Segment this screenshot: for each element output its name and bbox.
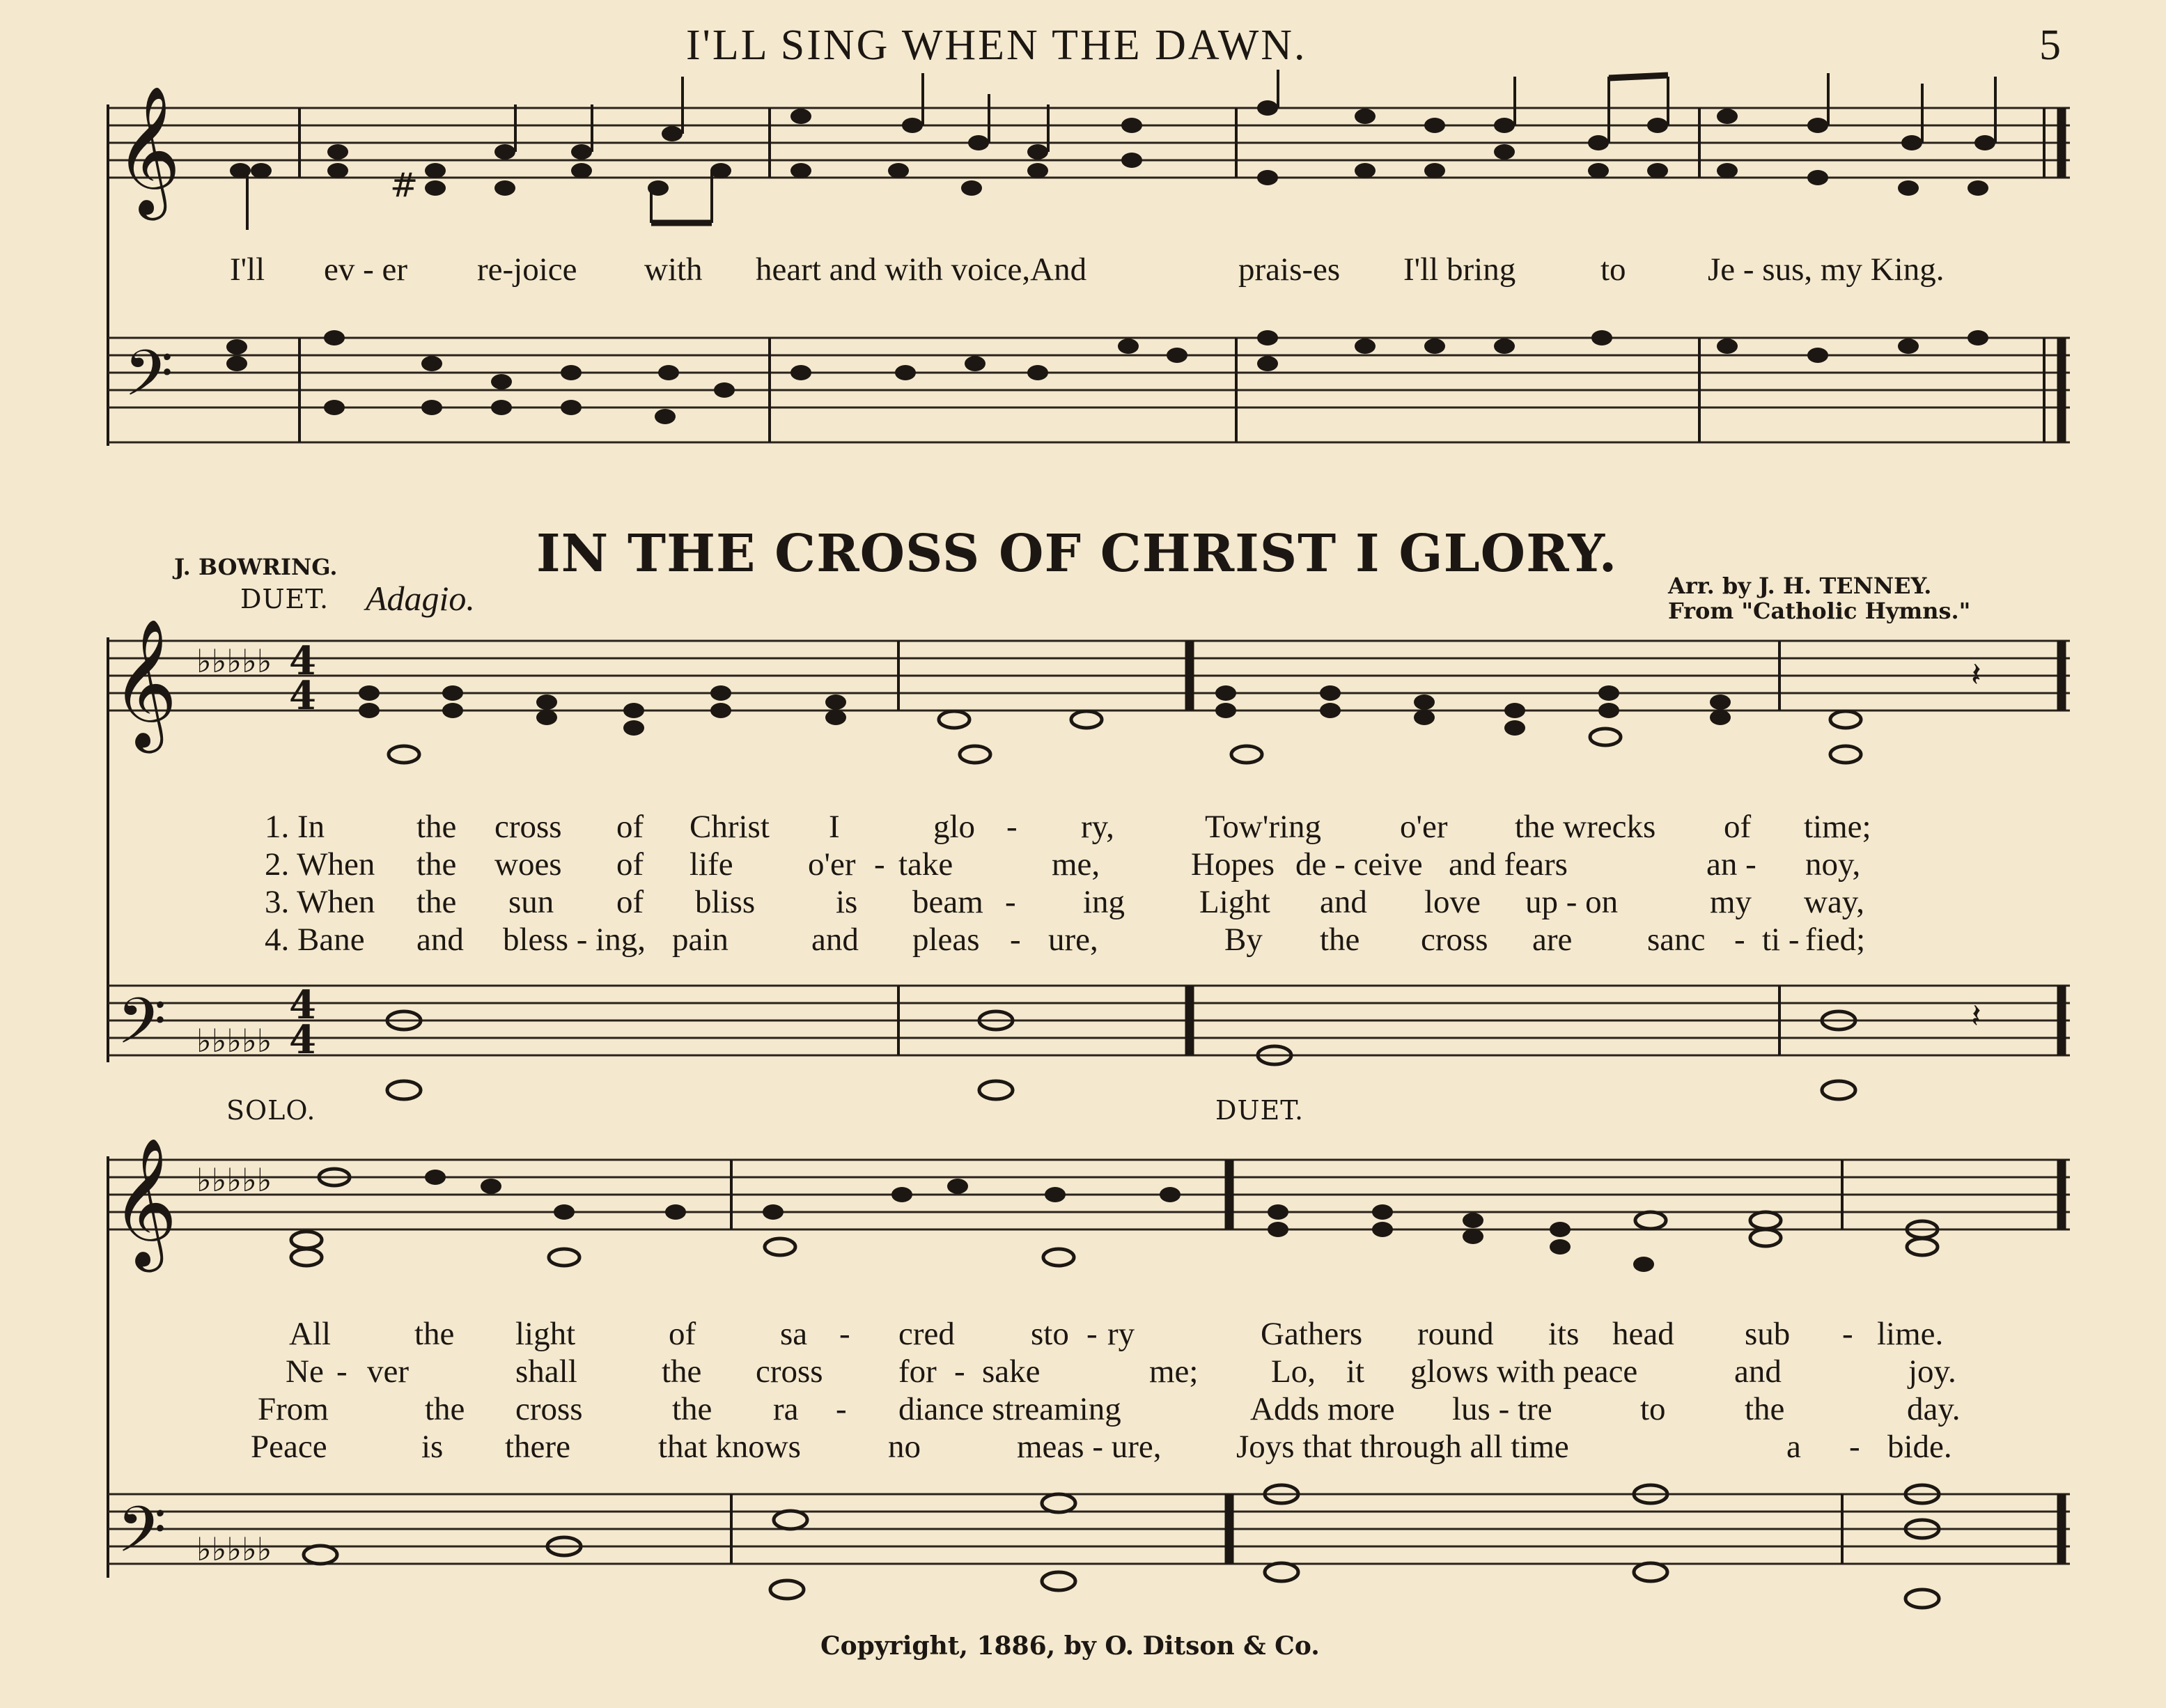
svg-text:4: 4 [289, 638, 316, 684]
lyric-word: to [1600, 251, 1626, 288]
lyric-word: shall [515, 1353, 577, 1390]
lyric-word: the [416, 846, 457, 883]
lyric-word: the wrecks [1515, 809, 1656, 845]
lyric-word: me; [1149, 1353, 1199, 1390]
staff-2-bass-notes [387, 997, 1981, 1099]
lyric-word: the [1745, 1391, 1785, 1427]
lyric-word: pain [672, 922, 729, 958]
lyric-word: From [258, 1391, 329, 1427]
lyric-word: Gathers [1261, 1316, 1363, 1352]
svg-text:#: # [390, 166, 419, 205]
lyric-word: diance streaming [898, 1391, 1121, 1427]
lyric-word: sake [982, 1353, 1041, 1390]
duet-label: DUET. [1215, 1095, 1304, 1126]
lyric-word: round [1417, 1316, 1494, 1352]
svg-text:4: 4 [289, 1017, 316, 1063]
lyric-word: time; [1804, 809, 1871, 845]
lyric-word: Je - sus, my King. [1708, 251, 1945, 288]
hymn-author: J. BOWRING. [174, 554, 338, 580]
lyric-word: - [836, 1391, 847, 1427]
staff-1-bass-notes [226, 330, 1988, 424]
lyric-word: - [1849, 1429, 1860, 1465]
lyric-word: no [888, 1429, 921, 1465]
song-title-header: I'LL SING WHEN THE DAWN. [686, 22, 1307, 69]
lyric-word: of [616, 884, 644, 920]
treble-clef-icon: 𝄞 [115, 84, 181, 215]
svg-text:♭♭♭♭♭: ♭♭♭♭♭ [196, 642, 272, 680]
lyric-word: lime. [1877, 1316, 1944, 1352]
lyric-word: and fears [1449, 846, 1568, 883]
lyric-word: - [954, 1353, 965, 1390]
lyric-word: cross [756, 1353, 823, 1390]
lyric-word: an - [1706, 846, 1756, 883]
lyric-word: bide. [1887, 1429, 1952, 1465]
staff-2-treble [108, 641, 2070, 711]
lyric-word: o'er [808, 846, 856, 883]
lyric-word: and [1320, 884, 1367, 920]
lyric-word: fied; [1805, 922, 1866, 958]
lyric-word: is [421, 1429, 444, 1465]
lyric-word: meas - ure, [1017, 1429, 1162, 1465]
lyric-word: sa [780, 1316, 808, 1352]
lyric-word: the [662, 1353, 702, 1390]
lyric-word: that knows [658, 1429, 801, 1465]
lyric-word: lus - tre [1452, 1391, 1552, 1427]
source-credit: From "Catholic Hymns." [1668, 598, 1971, 624]
lyric-word: ver [367, 1353, 410, 1390]
staff-3-notes [291, 1169, 1938, 1272]
lyric-word: of [616, 846, 644, 883]
lyric-word: 2. When [265, 846, 375, 883]
lyric-word: - [1086, 1316, 1098, 1352]
lyric-word: - [1842, 1316, 1853, 1352]
svg-text:♭♭♭♭♭: ♭♭♭♭♭ [196, 1022, 272, 1059]
staff-2-notes [359, 655, 1981, 763]
lyric-word: ry, [1081, 809, 1114, 845]
svg-text:♭♭♭♭♭: ♭♭♭♭♭ [196, 1530, 272, 1568]
lyric-word: sto [1031, 1316, 1069, 1352]
solo-label: SOLO. [226, 1095, 316, 1126]
lyric-word: for [898, 1353, 937, 1390]
staff-3-treble [108, 1160, 2070, 1229]
lyric-word: and [1734, 1353, 1782, 1390]
lyric-word: sub [1745, 1316, 1791, 1352]
svg-text:𝄞: 𝄞 [111, 617, 178, 747]
lyric-word: - [1010, 922, 1021, 958]
lyric-word: bless - ing, [503, 922, 646, 958]
lyric-word: I'll [230, 251, 265, 288]
lyric-word: is [836, 884, 858, 920]
lyric-word: take [898, 846, 953, 883]
svg-text:𝄽: 𝄽 [1971, 655, 1981, 694]
lyric-word: the [1320, 922, 1360, 958]
lyric-word: Light [1199, 884, 1270, 920]
lyric-word: me, [1052, 846, 1100, 883]
lyric-word: cross [515, 1391, 583, 1427]
svg-text:♭♭♭♭♭: ♭♭♭♭♭ [196, 1161, 272, 1199]
lyric-word: All [289, 1316, 332, 1352]
verse-block-a [265, 808, 1936, 965]
lyric-word: Tow'ring [1205, 809, 1322, 845]
lyric-word: joy. [1908, 1353, 1956, 1390]
lyric-word: sanc [1647, 922, 1706, 958]
arranger-credit: Arr. by J. H. TENNEY. [1668, 573, 1932, 599]
svg-text:4: 4 [289, 982, 316, 1028]
lyric-word: I'll bring [1403, 251, 1516, 288]
lyric-word: cross [494, 809, 562, 845]
lyric-word: cross [1421, 922, 1488, 958]
lyric-word: there [505, 1429, 570, 1465]
hymn-title: IN THE CROSS OF CHRIST I GLORY. [536, 524, 1618, 584]
lyric-word: prais-es [1238, 251, 1341, 288]
lyric-word: a [1786, 1429, 1801, 1465]
staff-1-notes [230, 70, 1995, 230]
voicing-label: DUET. [240, 584, 329, 614]
copyright-notice: Copyright, 1886, by O. Ditson & Co. [820, 1631, 1320, 1661]
lyric-word: ti - [1762, 922, 1800, 958]
lyric-word: Lo, [1271, 1353, 1316, 1390]
lyric-word: bliss [695, 884, 756, 920]
lyric-word: life [689, 846, 733, 883]
lyric-word: Joys that through all time [1236, 1429, 1569, 1465]
lyric-word: love [1424, 884, 1481, 920]
svg-text:𝄢: 𝄢 [117, 1493, 166, 1582]
bass-clef-icon: 𝄢 [124, 336, 173, 426]
lyric-word: glows with peace [1410, 1353, 1638, 1390]
lyric-word: - [336, 1353, 348, 1390]
lyric-word: o'er [1400, 809, 1448, 845]
verse-block-b [247, 1315, 1988, 1472]
lyric-word: my [1710, 884, 1752, 920]
lyric-word: up - on [1525, 884, 1619, 920]
lyric-word: 1. In [265, 809, 325, 845]
lyric-word: ry [1107, 1316, 1135, 1352]
lyric-word: of [669, 1316, 696, 1352]
lyric-word: the [414, 1316, 455, 1352]
svg-text:𝄢: 𝄢 [117, 984, 166, 1073]
lyric-word: the [425, 1391, 465, 1427]
svg-text:𝄽: 𝄽 [1971, 997, 1981, 1036]
lyric-word: I [829, 809, 840, 845]
lyric-word: of [1724, 809, 1752, 845]
lyric-word: - [874, 846, 885, 883]
lyric-word: re-joice [477, 251, 577, 288]
lyric-word: the [416, 809, 457, 845]
lyric-word: de - ceive [1295, 846, 1423, 883]
lyric-word: - [1005, 884, 1016, 920]
lyric-word: and [416, 922, 464, 958]
lyric-word: with [644, 251, 703, 288]
lyric-word: day. [1907, 1391, 1961, 1427]
svg-text:4: 4 [289, 673, 316, 719]
lyric-word: it [1346, 1353, 1365, 1390]
lyric-word: glo [933, 809, 976, 845]
staff-3-bass [108, 1494, 2070, 1564]
lyric-word: 3. When [265, 884, 375, 920]
lyric-word: Christ [689, 809, 770, 845]
lyric-word: way, [1804, 884, 1865, 920]
page-number: 5 [2039, 22, 2061, 69]
svg-text:𝄞: 𝄞 [111, 1136, 178, 1266]
lyric-word: noy, [1805, 846, 1861, 883]
tempo-marking: Adagio. [366, 579, 475, 618]
lyric-word: of [616, 809, 644, 845]
lyric-word: and [811, 922, 859, 958]
lyric-word: - [1006, 809, 1018, 845]
lyric-word: the [416, 884, 457, 920]
lyric-word: ing [1083, 884, 1125, 920]
lyric-word: its [1548, 1316, 1580, 1352]
staff-1-bass [108, 338, 2070, 442]
lyric-word: woes [494, 846, 562, 883]
lyric-word: By [1224, 922, 1263, 958]
lyric-word: pleas [912, 922, 980, 958]
lyric-word: 4. Bane [265, 922, 365, 958]
lyric-word: Peace [251, 1429, 327, 1465]
lyric-word: the [672, 1391, 712, 1427]
lyric-word: Hopes [1191, 846, 1275, 883]
lyric-word: sun [508, 884, 554, 920]
lyric-word: cred [898, 1316, 955, 1352]
lyric-word: are [1532, 922, 1573, 958]
lyric-word: Ne [286, 1353, 324, 1390]
lyric-word: - [1734, 922, 1745, 958]
lyric-word: light [515, 1316, 576, 1352]
lyric-word: - [839, 1316, 850, 1352]
lyric-word: beam [912, 884, 983, 920]
staff-2-bass [108, 986, 2070, 1055]
lyric-word: heart and with voice,And [756, 251, 1087, 288]
lyric-word: Adds more [1250, 1391, 1395, 1427]
lyric-word: ure, [1048, 922, 1098, 958]
lyric-word: to [1640, 1391, 1666, 1427]
lyric-word: ev - er [324, 251, 408, 288]
lyric-word: head [1612, 1316, 1674, 1352]
lyric-word: ra [773, 1391, 799, 1427]
